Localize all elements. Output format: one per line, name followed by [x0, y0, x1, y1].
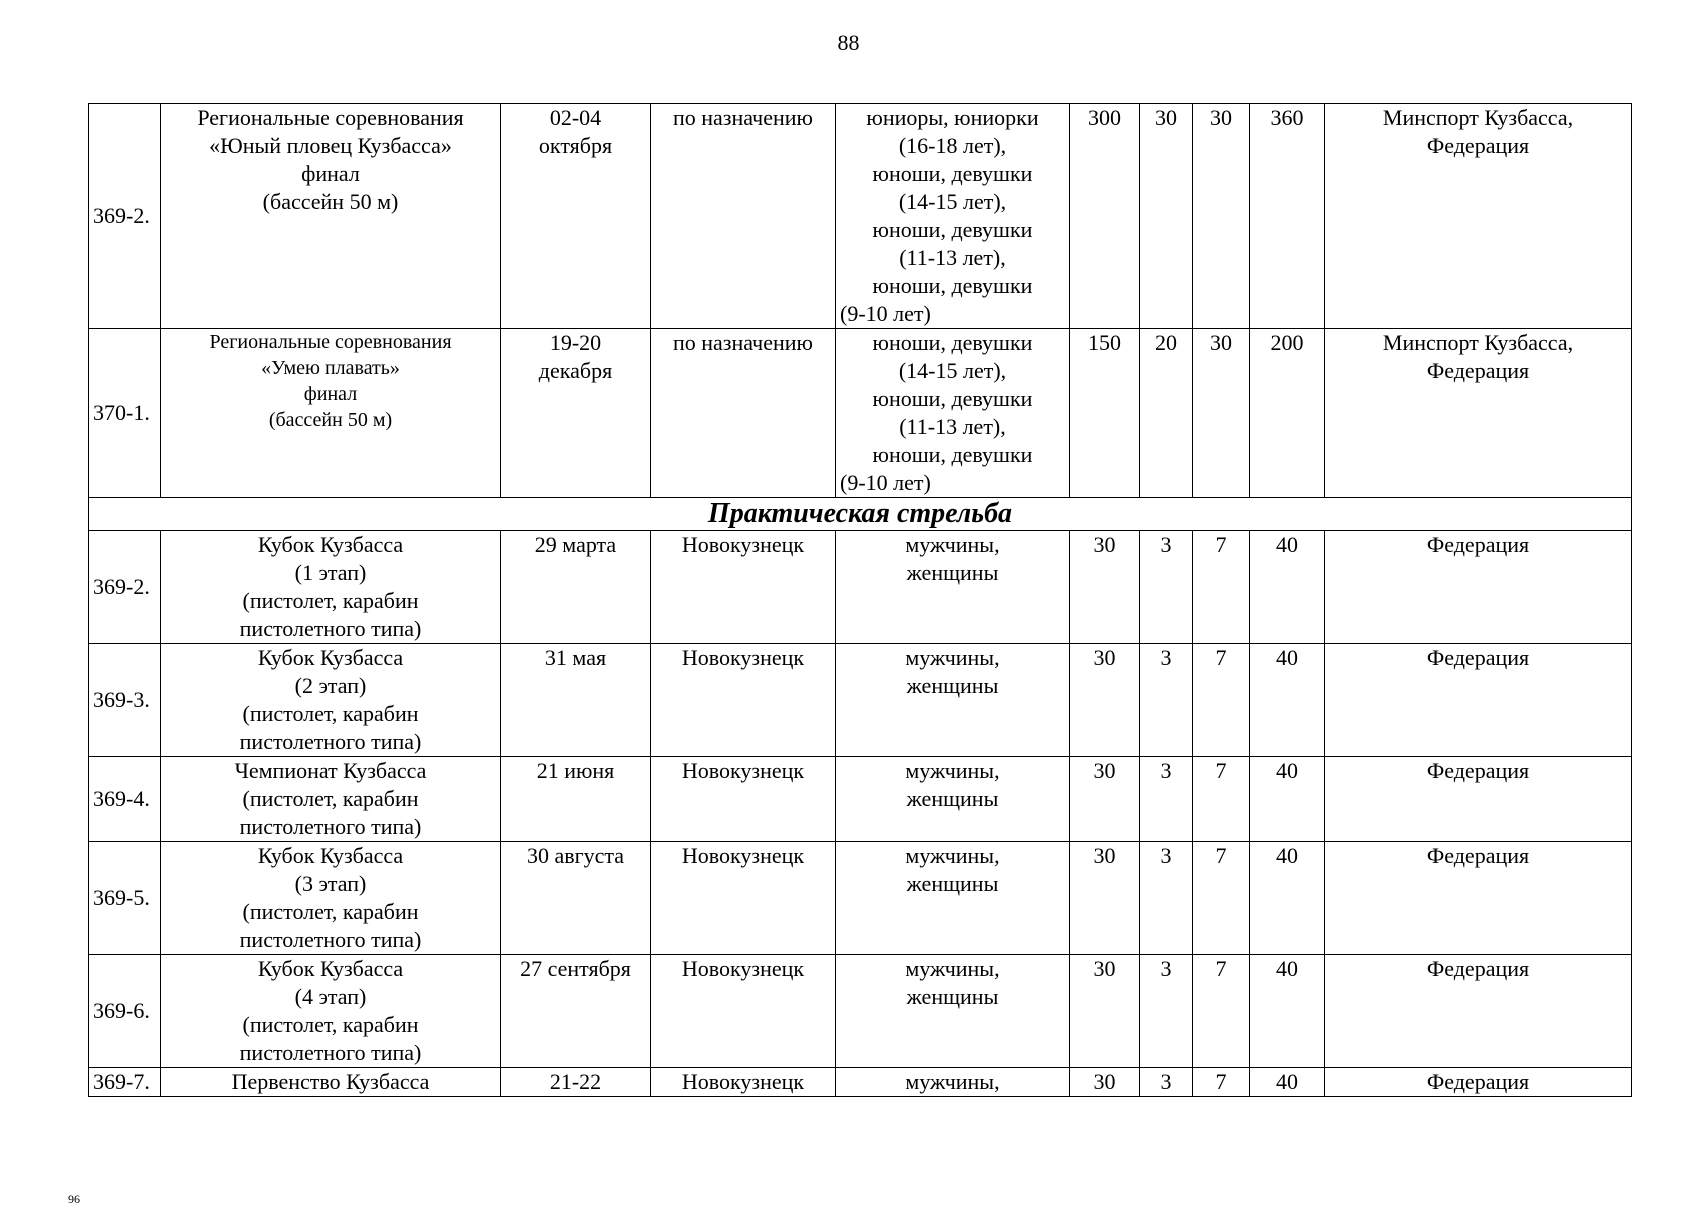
text-line: (9-10 лет): [840, 301, 931, 326]
event-name: [161, 955, 501, 1068]
text-line: (1 этап): [294, 560, 367, 585]
text-line: Кубок Кузбасса: [257, 532, 404, 557]
event-name: [161, 644, 501, 757]
text-line: мужчины,: [905, 532, 1000, 557]
text-line: (пистолет, карабин: [242, 786, 419, 811]
text-line: Минспорт Кузбасса,: [1382, 330, 1574, 355]
section-row: [89, 498, 1632, 531]
text-line: (бассейн 50 м): [268, 409, 393, 431]
count-c1: 30: [1070, 531, 1140, 644]
table-row: [89, 644, 1632, 757]
text-line: Кубок Кузбасса: [257, 843, 404, 868]
text-line: (16-18 лет),: [898, 133, 1007, 158]
count-c3: 7: [1193, 757, 1250, 842]
organizer: [1325, 329, 1632, 498]
text-line: юниоры, юниорки: [866, 105, 1039, 130]
count-c2: 3: [1140, 757, 1193, 842]
text-line: (11-13 лет),: [899, 414, 1006, 439]
count-c1: 30: [1070, 644, 1140, 757]
event-place: Новокузнецк: [651, 1068, 836, 1097]
count-c3: 30: [1193, 329, 1250, 498]
text-line: женщины: [906, 786, 999, 811]
table-row: [89, 757, 1632, 842]
event-date: 29 марта: [501, 531, 651, 644]
text-line: юноши, девушки: [872, 330, 1033, 355]
text-line: декабря: [538, 358, 613, 383]
event-place: по назначению: [651, 104, 836, 329]
text-line: Первенство Кузбасса: [231, 1069, 430, 1094]
event-name: [161, 1068, 501, 1097]
event-name: [161, 329, 501, 498]
event-place: Новокузнецк: [651, 955, 836, 1068]
section-heading: Практическая стрельба: [89, 498, 1632, 531]
event-place: Новокузнецк: [651, 842, 836, 955]
schedule-table: [88, 103, 1632, 1097]
text-line: пистолетного типа): [239, 616, 422, 641]
text-line: мужчины,: [905, 843, 1000, 868]
text-line: Региональные соревнования: [197, 105, 464, 130]
participants: [836, 842, 1070, 955]
text-line: (14-15 лет),: [898, 358, 1007, 383]
event-date: 30 августа: [501, 842, 651, 955]
text-line: пистолетного типа): [239, 927, 422, 952]
count-c1: 30: [1070, 757, 1140, 842]
event-date: 21 июня: [501, 757, 651, 842]
event-date: 27 сентября: [501, 955, 651, 1068]
text-line: «Умею плавать»: [261, 357, 400, 379]
event-date: [501, 104, 651, 329]
count-c2: 3: [1140, 531, 1193, 644]
event-name: [161, 104, 501, 329]
count-c1: 300: [1070, 104, 1140, 329]
row-number: 369-6.: [89, 955, 161, 1068]
text-line: юноши, девушки: [872, 161, 1033, 186]
text-line: Минспорт Кузбасса,: [1382, 105, 1574, 130]
participants: [836, 531, 1070, 644]
participants: [836, 329, 1070, 498]
text-line: (пистолет, карабин: [242, 1012, 419, 1037]
text-line: Региональные соревнования: [209, 331, 452, 353]
count-c3: 7: [1193, 955, 1250, 1068]
table-row: [89, 955, 1632, 1068]
participants: [836, 104, 1070, 329]
text-line: юноши, девушки: [872, 386, 1033, 411]
text-line: октября: [538, 133, 613, 158]
count-c4: 200: [1250, 329, 1325, 498]
text-line: (3 этап): [294, 871, 367, 896]
page-number: 88: [837, 30, 860, 55]
organizer: Федерация: [1325, 1068, 1632, 1097]
text-line: мужчины,: [905, 1069, 1000, 1094]
text-line: мужчины,: [905, 758, 1000, 783]
table-row: [89, 531, 1632, 644]
text-line: финал: [303, 383, 358, 405]
row-number: 369-7.: [89, 1068, 161, 1097]
organizer: [1325, 104, 1632, 329]
event-name: [161, 531, 501, 644]
participants: [836, 757, 1070, 842]
event-place: Новокузнецк: [651, 644, 836, 757]
text-line: пистолетного типа): [239, 729, 422, 754]
text-line: (11-13 лет),: [899, 245, 1006, 270]
event-place: Новокузнецк: [651, 531, 836, 644]
participants: [836, 644, 1070, 757]
text-line: женщины: [906, 984, 999, 1009]
count-c3: 7: [1193, 1068, 1250, 1097]
participants: [836, 955, 1070, 1068]
event-place: по назначению: [651, 329, 836, 498]
footer-mark: 96: [68, 1192, 80, 1206]
organizer: Федерация: [1325, 531, 1632, 644]
participants: [836, 1068, 1070, 1097]
count-c4: 40: [1250, 842, 1325, 955]
row-number: 369-4.: [89, 757, 161, 842]
text-line: Кубок Кузбасса: [257, 956, 404, 981]
event-place: Новокузнецк: [651, 757, 836, 842]
organizer: Федерация: [1325, 644, 1632, 757]
text-line: женщины: [906, 560, 999, 585]
text-line: (пистолет, карабин: [242, 588, 419, 613]
count-c2: 30: [1140, 104, 1193, 329]
table-row: [89, 329, 1632, 498]
event-date: 31 мая: [501, 644, 651, 757]
text-line: (пистолет, карабин: [242, 701, 419, 726]
organizer: Федерация: [1325, 955, 1632, 1068]
count-c4: 360: [1250, 104, 1325, 329]
text-line: 19-20: [549, 330, 602, 355]
text-line: Чемпионат Кузбасса: [234, 758, 427, 783]
count-c4: 40: [1250, 644, 1325, 757]
text-line: пистолетного типа): [239, 814, 422, 839]
count-c2: 3: [1140, 1068, 1193, 1097]
text-line: Федерация: [1426, 358, 1530, 383]
count-c1: 150: [1070, 329, 1140, 498]
count-c2: 3: [1140, 955, 1193, 1068]
text-line: Кубок Кузбасса: [257, 645, 404, 670]
text-line: (пистолет, карабин: [242, 899, 419, 924]
text-line: Федерация: [1426, 133, 1530, 158]
organizer: Федерация: [1325, 842, 1632, 955]
count-c4: 40: [1250, 531, 1325, 644]
text-line: (4 этап): [294, 984, 367, 1009]
event-date: [501, 329, 651, 498]
count-c3: 7: [1193, 842, 1250, 955]
count-c4: 40: [1250, 955, 1325, 1068]
count-c1: 30: [1070, 1068, 1140, 1097]
row-number: 369-3.: [89, 644, 161, 757]
text-line: юноши, девушки: [872, 217, 1033, 242]
text-line: юноши, девушки: [872, 273, 1033, 298]
table-row: [89, 1068, 1632, 1097]
text-line: финал: [301, 161, 360, 186]
event-date: 21-22: [501, 1068, 651, 1097]
text-line: женщины: [906, 871, 999, 896]
text-line: женщины: [906, 673, 999, 698]
text-line: юноши, девушки: [872, 442, 1033, 467]
row-number: 369-2.: [89, 104, 161, 329]
text-line: «Юный пловец Кузбасса»: [209, 133, 452, 158]
count-c3: 7: [1193, 531, 1250, 644]
text-line: (бассейн 50 м): [262, 189, 399, 214]
count-c2: 20: [1140, 329, 1193, 498]
text-line: мужчины,: [905, 956, 1000, 981]
text-line: 02-04: [549, 105, 602, 130]
row-number: 369-5.: [89, 842, 161, 955]
row-number: 370-1.: [89, 329, 161, 498]
event-name: [161, 842, 501, 955]
text-line: пистолетного типа): [239, 1040, 422, 1065]
count-c3: 7: [1193, 644, 1250, 757]
text-line: мужчины,: [905, 645, 1000, 670]
count-c4: 40: [1250, 757, 1325, 842]
table-row: [89, 104, 1632, 329]
count-c3: 30: [1193, 104, 1250, 329]
count-c2: 3: [1140, 842, 1193, 955]
text-line: (9-10 лет): [840, 470, 931, 495]
count-c4: 40: [1250, 1068, 1325, 1097]
text-line: (14-15 лет),: [898, 189, 1007, 214]
row-number: 369-2.: [89, 531, 161, 644]
table-row: [89, 842, 1632, 955]
event-name: [161, 757, 501, 842]
count-c1: 30: [1070, 842, 1140, 955]
organizer: Федерация: [1325, 757, 1632, 842]
count-c2: 3: [1140, 644, 1193, 757]
count-c1: 30: [1070, 955, 1140, 1068]
text-line: (2 этап): [294, 673, 367, 698]
